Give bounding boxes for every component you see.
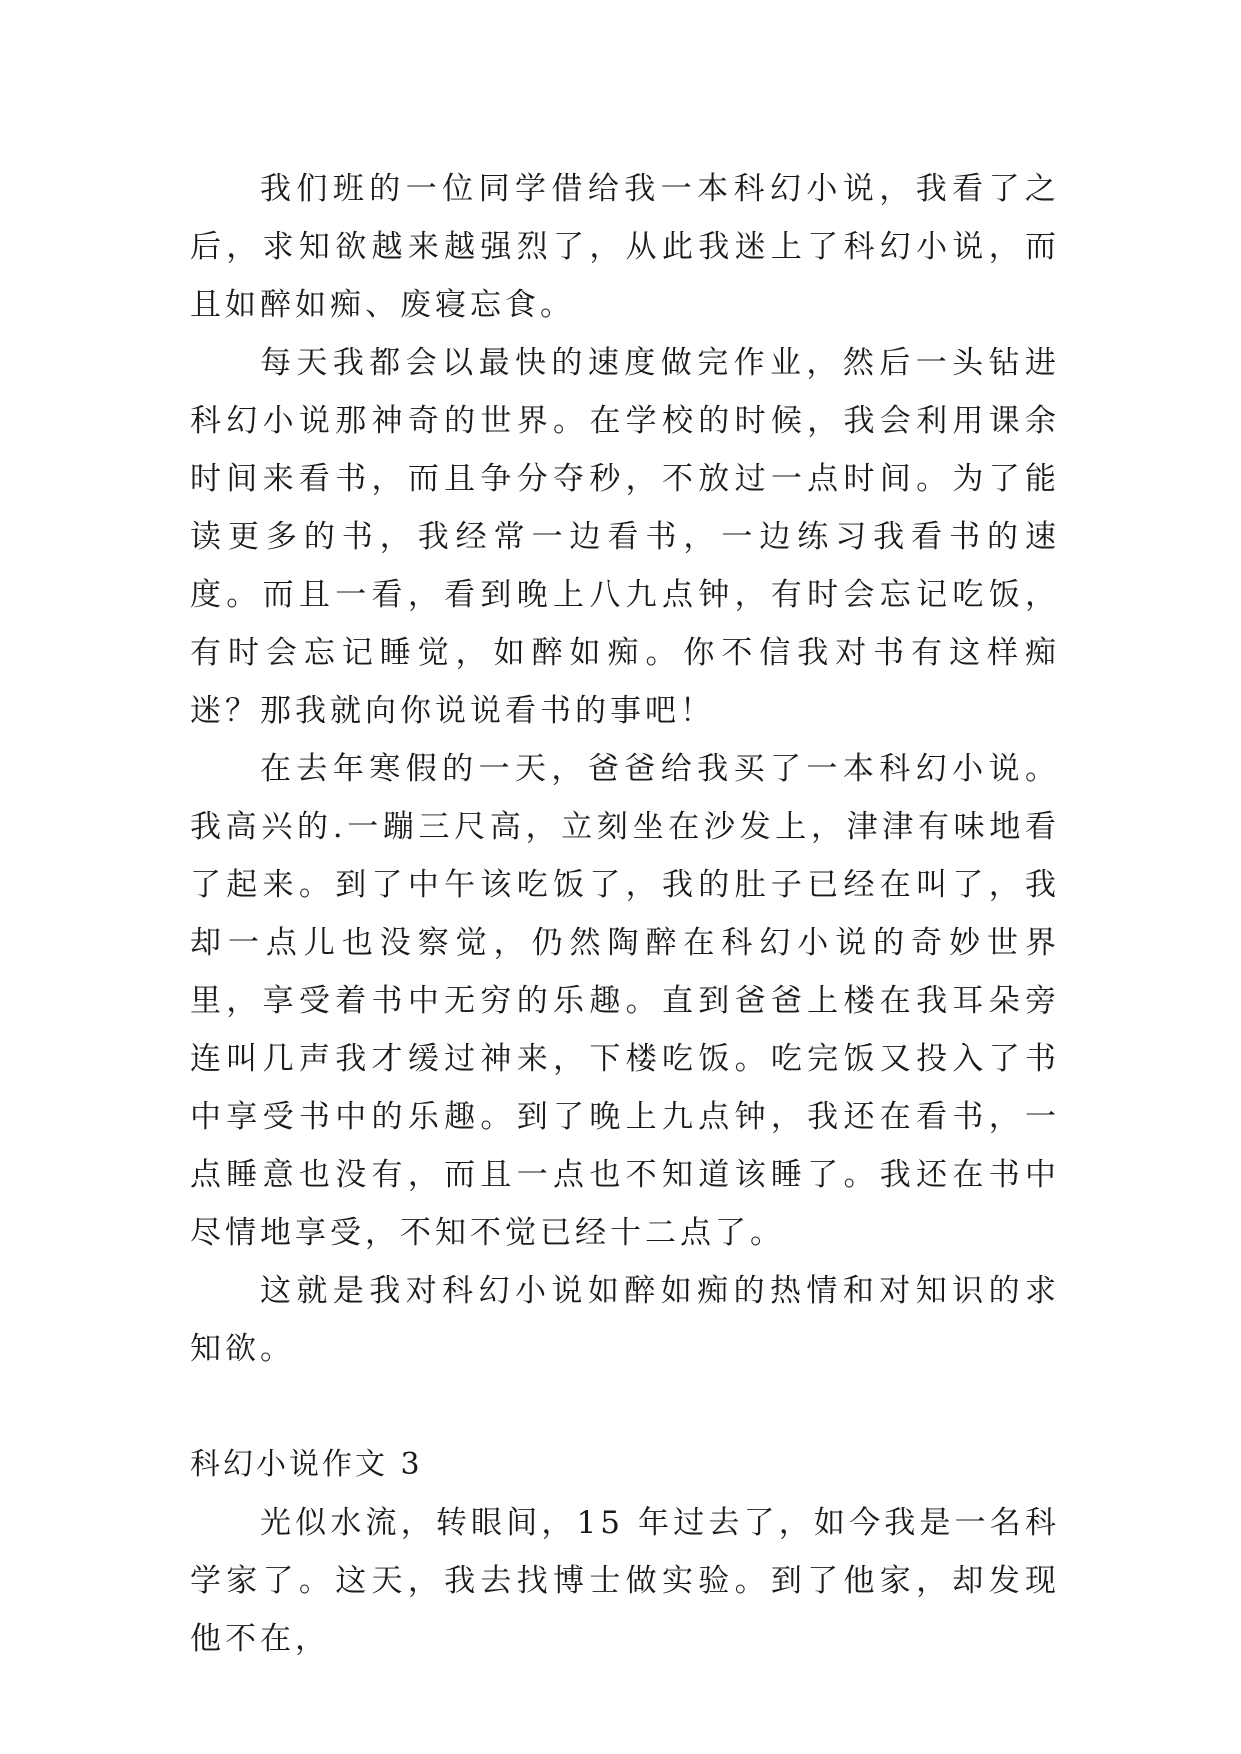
paragraph: 我们班的一位同学借给我一本科幻小说，我看了之后，求知欲越来越强烈了，从此我迷上了科幻小说，而且如醉如痴、废寝忘食。: [190, 171, 1060, 323]
paragraph: 每天我都会以最快的速度做完作业，然后一头钻进科幻小说那神奇的世界。在学校的时候，我会利用课余时间来看书，而且争分夺秒，不放过一点时间。为了能读更多的书，我经常一边看书，一边练习我看书的速度。而且一看，看到晚上八九点钟，有时会忘记吃饭，有时会忘记睡觉，如醉如痴。你不信我对书有这样痴迷？那我就向你说说看书的事吧！: [190, 345, 1060, 729]
paragraph: 光似水流，转眼间，15 年过去了，如今我是一名科学家了。这天，我去找博士做实验。到了他家，却发现他不在，: [190, 1505, 1060, 1657]
paragraph: 这就是我对科幻小说如醉如痴的热情和对知识的求知欲。: [190, 1273, 1060, 1367]
document-body: [190, 160, 1060, 1668]
section-spacer: [190, 1378, 1060, 1436]
paragraph: 在去年寒假的一天，爸爸给我买了一本科幻小说。我高兴的.一蹦三尺高，立刻坐在沙发上，津津有味地看了起来。到了中午该吃饭了，我的肚子已经在叫了，我却一点儿也没察觉，仍然陶醉在科幻小说的奇妙世界里，享受着书中无穷的乐趣。直到爸爸上楼在我耳朵旁连叫几声我才缓过神来，下楼吃饭。吃完饭又投入了书中享受书中的乐趣。到了晚上九点钟，我还在看书，一点睡意也没有，而且一点也不知道该睡了。我还在书中尽情地享受，不知不觉已经十二点了。: [190, 751, 1060, 1251]
section-heading: 科幻小说作文 3: [190, 1447, 423, 1482]
